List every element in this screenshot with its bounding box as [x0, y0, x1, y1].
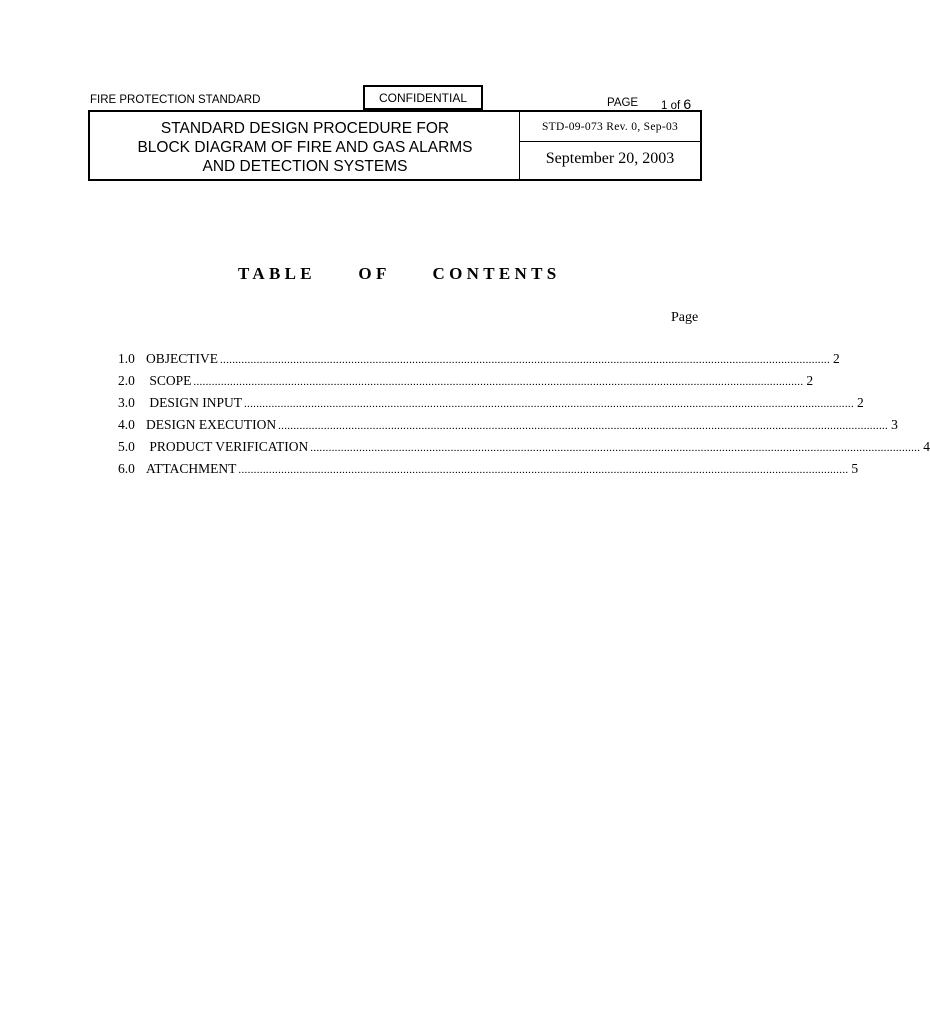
page-total: 6 [683, 96, 692, 112]
toc-entry-label: ATTACHMENT [146, 461, 237, 476]
toc-entry-page: 5 [851, 461, 859, 476]
document-date: September 20, 2003 [545, 150, 675, 167]
toc-entry-label: DESIGN EXECUTION [146, 417, 277, 432]
title-block [88, 110, 702, 181]
toc-entry[interactable] [118, 461, 859, 483]
toc-entry-label: DESIGN INPUT [146, 395, 242, 410]
title-line-2: BLOCK DIAGRAM OF FIRE AND GAS ALARMS [137, 139, 473, 156]
title-line-3: AND DETECTION SYSTEMS [202, 158, 408, 175]
toc-entry-number: 4.0 [118, 417, 135, 432]
toc-dot-leader: ........................................................................................................................................................................................................ [244, 398, 854, 410]
toc-entry[interactable] [118, 417, 898, 439]
toc-entry[interactable] [118, 351, 840, 373]
toc-entry-number: 6.0 [118, 461, 135, 476]
toc-entry-page: 2 [833, 351, 840, 366]
toc-dot-leader: ........................................................................................................................................................................................................ [238, 464, 849, 476]
toc-list [118, 351, 930, 483]
standard-name: FIRE PROTECTION STANDARD [90, 94, 261, 106]
toc-entry-number: 2.0 [118, 373, 135, 388]
toc-entry-number: 1.0 [118, 351, 135, 366]
page-prefix: 1 of [661, 100, 684, 112]
toc-entry[interactable] [118, 439, 930, 461]
document-title [90, 119, 520, 176]
toc-entry-page: 3 [891, 417, 898, 432]
toc-entry-page: 2 [806, 373, 814, 388]
confidential-badge: CONFIDENTIAL [363, 85, 483, 110]
title-divider-horizontal [519, 141, 700, 142]
toc-entry-page: 2 [857, 395, 864, 410]
toc-title: TABLE OF CONTENTS [238, 264, 561, 283]
document-number: STD-09-073 Rev. 0, Sep-03 [541, 121, 679, 133]
toc-dot-leader: ........................................................................................................................................................................................................ [310, 442, 921, 454]
toc-entry-number: 3.0 [118, 395, 135, 410]
toc-dot-leader: ........................................................................................................................................................................................................ [193, 376, 804, 388]
toc-entry-label: PRODUCT VERIFICATION [146, 439, 309, 454]
toc-entry-label: SCOPE [146, 373, 192, 388]
toc-dot-leader: ........................................................................................................................................................................................................ [220, 354, 830, 366]
toc-entry[interactable] [118, 373, 814, 395]
toc-entry-label: OBJECTIVE [146, 351, 218, 366]
page-label: PAGE [607, 97, 639, 109]
toc-entry-number: 5.0 [118, 439, 135, 454]
toc-entry[interactable] [118, 395, 864, 417]
toc-entry-page: 4 [923, 439, 930, 454]
toc-page-header: Page [671, 310, 699, 325]
title-line-1: STANDARD DESIGN PROCEDURE FOR [160, 120, 450, 137]
toc-dot-leader: ........................................................................................................................................................................................................ [278, 420, 889, 432]
